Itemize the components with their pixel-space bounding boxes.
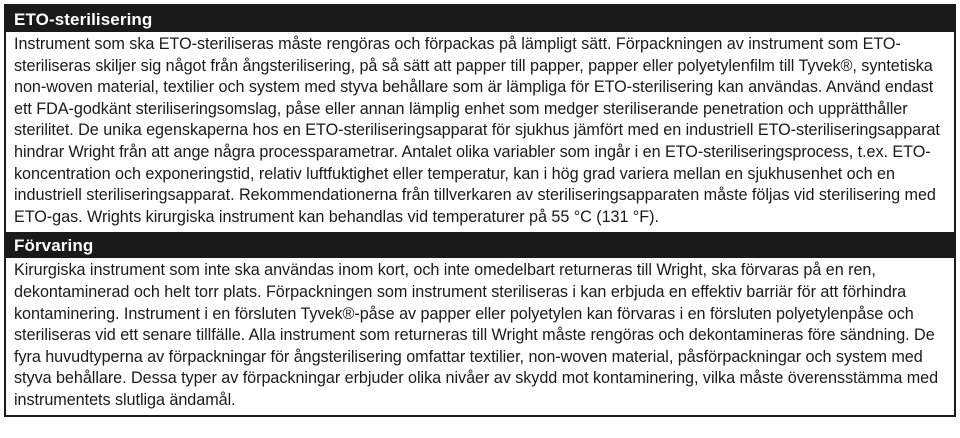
- section-title-eto-sterilisering: ETO-sterilisering: [6, 6, 954, 32]
- document-table: [4, 4, 956, 417]
- section-body-forvaring: Kirurgiska instrument som inte ska användas inom kort, och inte omedelbart returneras till Wright, ska förvaras på en ren, dekontaminerad och helt torr plats. Förpackningen som instrument steriliseras i kan erbjuda en effektiv barriär för att förhindra kontaminering. Instrument i en försluten Tyvek®-påse av papper eller polyetylen kan förvaras i en försluten polyetylenpåse och steriliseras vid ett senare tillfälle. Alla instrument som returneras till Wright måste rengöras och dekontamineras före sändning. De fyra huvudtyperna av förpackningar för ångsterilisering omfattar textilier, non-woven material, påsförpackningar och system med styva behållare. Dessa typer av förpackningar erbjuder olika nivåer av skydd mot kontaminering, vilka måste överensstämma med instrumentets slutliga ändamål.: [14, 261, 939, 409]
- section-body-eto-sterilisering: Instrument som ska ETO-steriliseras måste rengöras och förpackas på lämpligt sätt. Förpackningen av instrument som ETO-steriliseras skiljer sig något från ångsterilisering, på så sätt att papper till papper, papper eller polyetylenfilm till Tyvek®, syntetiska non-woven material, textilier och system med styva behållare som är lämpliga för ETO-sterilisering kan användas. Använd endast ett FDA-godkänt steriliseringsomslag, påse eller annan lämplig enhet som medger steriliserande penetration och upprätthåller sterilitet. De unika egenskaperna hos en ETO-steriliseringsapparat för sjukhus jämfört med en industriell ETO-steriliseringsapparat hindrar Wright från att ange några processparametrar. Antalet olika variabler som ingår i en ETO-steriliseringsprocess, t.ex. ETO-koncentration och exponeringstid, relativ luftfuktighet eller temperatur, kan i hög grad variera mellan en sjukhusenhet och en industriell steriliseringsapparat. Rekommendationerna från tillverkaren av steriliseringsapparaten måste följas vid sterilisering med ETO-gas. Wrights kirurgiska instrument kan behandlas vid temperaturer på 55 °C (131 °F).: [14, 35, 940, 226]
- section-title-forvaring: Förvaring: [6, 232, 954, 258]
